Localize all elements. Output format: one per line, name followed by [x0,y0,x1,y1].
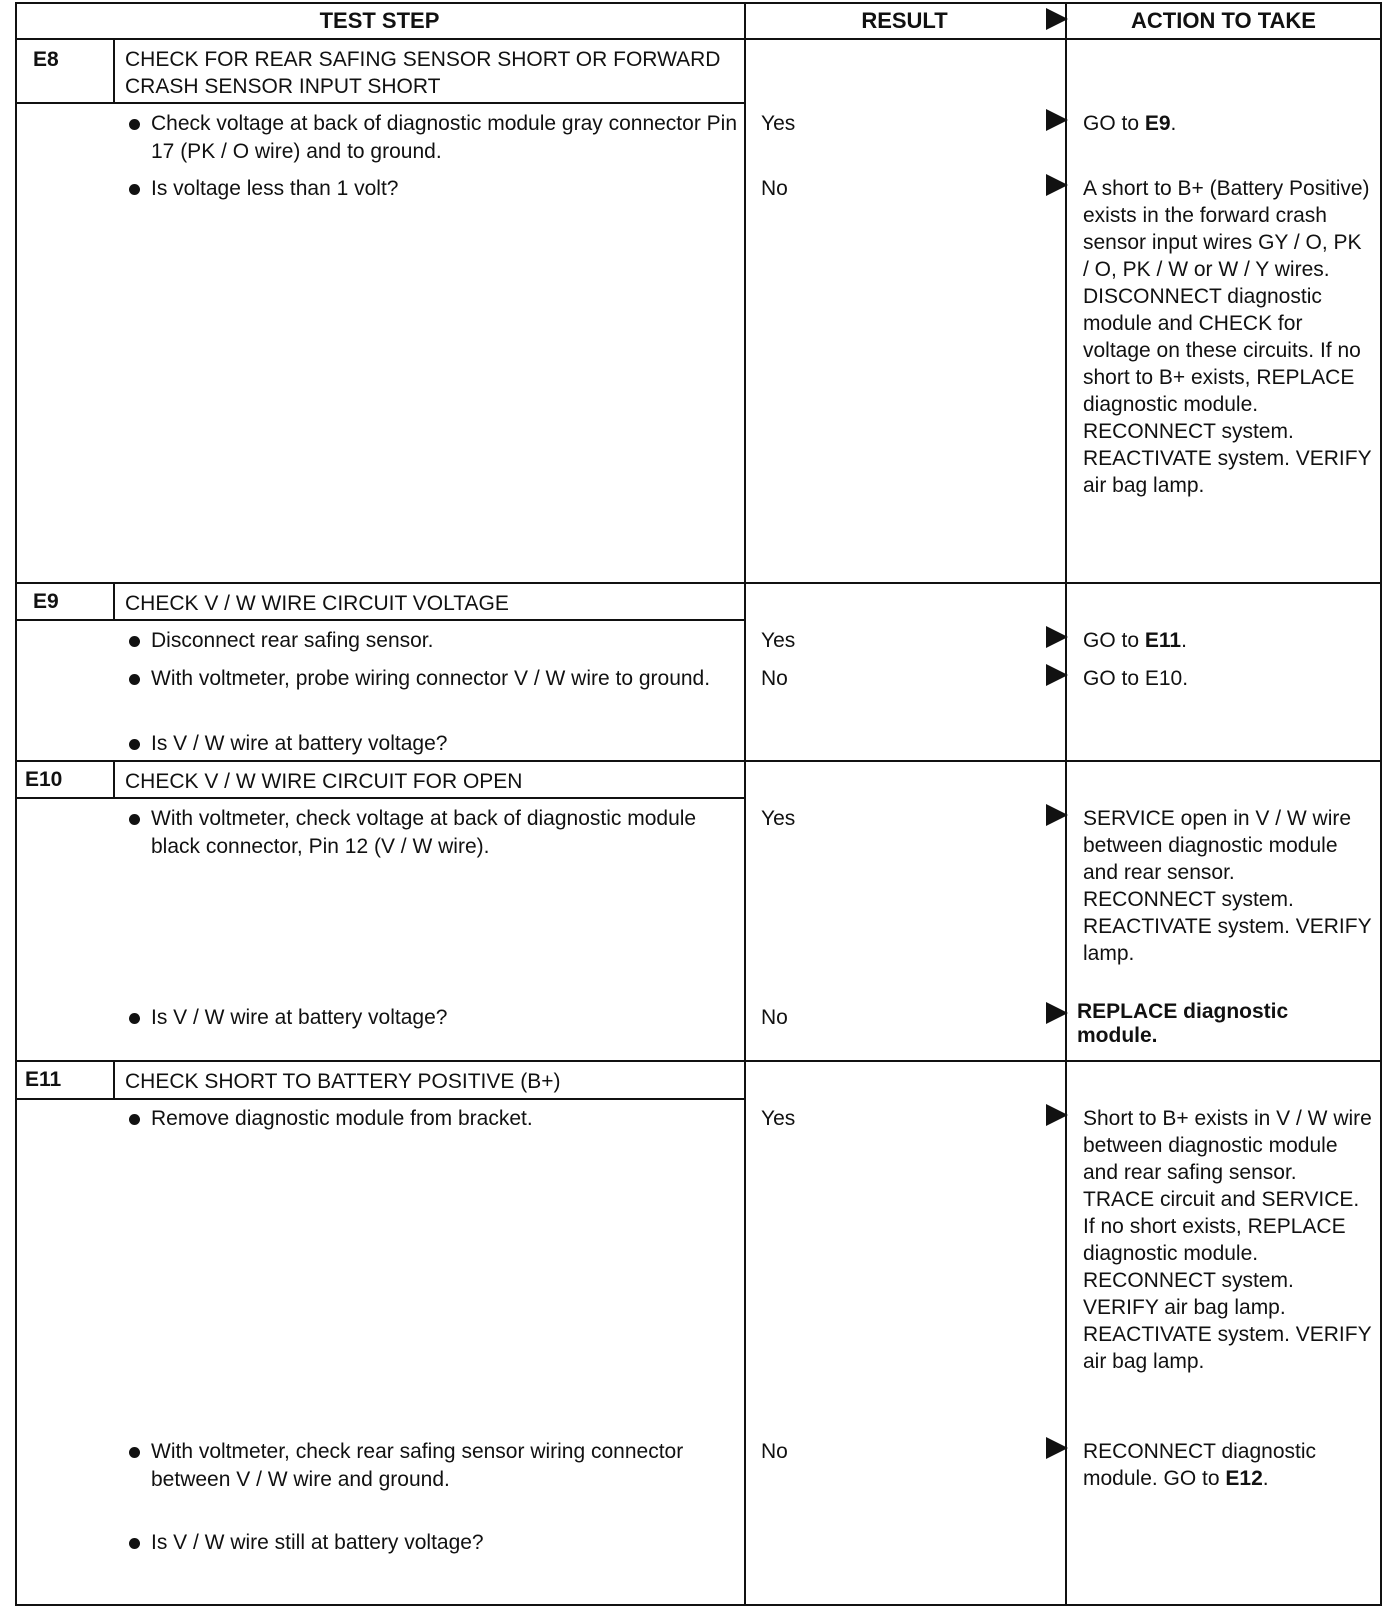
bullet-icon [129,636,140,647]
list-item: Check voltage at back of diagnostic module gray connector Pin 17 (PK / O wire) and to ground. [123,110,743,165]
bullet-icon [129,184,140,195]
action-text: REPLACE diagnostic module. [1077,1000,1289,1047]
list-item: Disconnect rear safing sensor. [123,627,743,655]
arrow-icon [1046,174,1068,196]
e8-id-divider [113,38,115,104]
result-yes: Yes [761,629,796,652]
column-divider-result [744,2,746,1606]
action-text: A short to B+ (Battery Positive) exists in the forward crash sensor input wires GY / O, PK / O, PK / W or W / Y wires. DISCONNECT diagnostic module and CHECK for voltage on these circuits. If no short to B+ exists, REPLACE diagnostic module. RECONNECT system. REACTIVATE system. VERIFY air bag lamp. [1083,177,1372,497]
arrow-icon [1046,804,1068,826]
bullet-icon [129,1114,140,1125]
step-id: E11 [25,1068,62,1091]
bullet-icon [129,1447,140,1458]
step-title: CHECK SHORT TO BATTERY POSITIVE (B+) [125,1070,561,1093]
arrow-icon [1046,1002,1068,1024]
action-text: GO to E9. [1083,112,1177,135]
header-test-step: TEST STEP [319,8,440,33]
row-divider [15,1060,1382,1062]
e9-title-underline [15,619,746,621]
e10-title-underline [15,797,746,799]
list-item: Is V / W wire still at battery voltage? [123,1529,743,1557]
action-text: RECONNECT diagnostic module. GO to E12. [1083,1440,1317,1490]
step-id: E10 [25,768,63,791]
e11-id-divider [113,1060,115,1100]
result-yes: Yes [761,112,796,135]
bullet-icon [129,814,140,825]
arrow-icon [1046,1104,1068,1126]
bullet-icon [129,674,140,685]
result-yes: Yes [761,807,796,830]
step-title: CHECK V / W WIRE CIRCUIT VOLTAGE [125,592,509,615]
e8-title-underline [15,102,746,104]
row-divider [15,582,1382,584]
arrow-icon [1046,1437,1068,1459]
step-title: CHECK V / W WIRE CIRCUIT FOR OPEN [125,770,523,793]
result-yes: Yes [761,1107,796,1130]
list-item: Is V / W wire at battery voltage? [123,1004,743,1032]
diagnostic-table [15,2,1382,1606]
list-item: Is voltage less than 1 volt? [123,175,743,203]
list-item: Is V / W wire at battery voltage? [123,730,743,758]
result-no: No [761,177,788,200]
result-no: No [761,667,788,690]
step-id: E9 [33,590,59,613]
bullet-icon [129,119,140,130]
result-no: No [761,1440,788,1463]
action-text: SERVICE open in V / W wire between diagnostic module and rear sensor. RECONNECT system. REACTIVATE system. VERIFY lamp. [1083,807,1372,965]
arrow-icon [1046,664,1068,686]
header-divider [15,38,1382,40]
arrow-icon [1046,626,1068,648]
step-id: E8 [33,48,59,71]
header-action: ACTION TO TAKE [1131,8,1316,33]
row-divider [15,760,1382,762]
action-text: Short to B+ exists in V / W wire between diagnostic module and rear safing sensor. TRACE circuit and SERVICE. If no short exists, REPLACE diagnostic module. RECONNECT system. VERIFY air bag lamp. REACTIVATE system. VERIFY air bag lamp. [1083,1107,1372,1373]
e9-id-divider [113,582,115,621]
list-item: With voltmeter, check rear safing sensor wiring connector between V / W wire and ground. [123,1438,743,1493]
arrow-icon [1046,109,1068,131]
header-result: RESULT [861,8,948,33]
step-title: CHECK FOR REAR SAFING SENSOR SHORT OR FORWARD CRASH SENSOR INPUT SHORT [125,48,721,98]
bullet-icon [129,1013,140,1024]
e11-title-underline [15,1098,746,1100]
bullet-icon [129,739,140,750]
e10-id-divider [113,760,115,799]
list-item: With voltmeter, check voltage at back of diagnostic module black connector, Pin 12 (V / W wire). [123,805,743,860]
list-item: With voltmeter, probe wiring connector V / W wire to ground. [123,665,743,693]
bullet-icon [129,1538,140,1549]
action-text: GO to E10. [1083,667,1189,690]
action-text: GO to E11. [1083,629,1187,652]
result-no: No [761,1006,788,1029]
list-item: Remove diagnostic module from bracket. [123,1105,743,1133]
